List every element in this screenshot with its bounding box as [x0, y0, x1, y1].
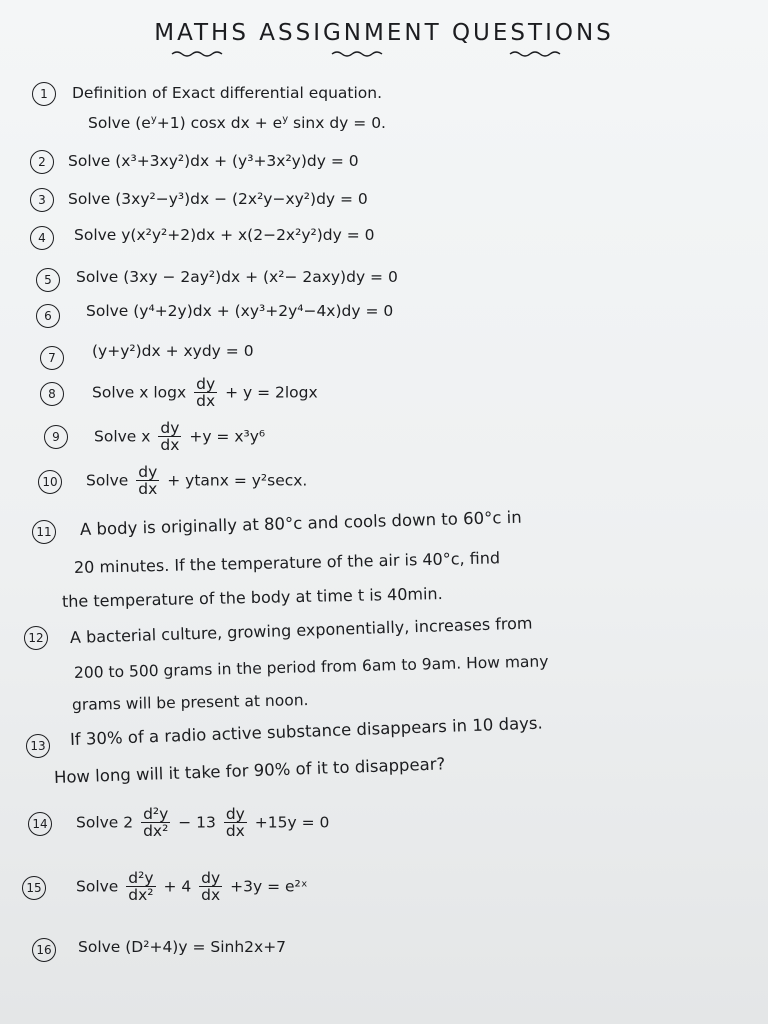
question-number: 14 [28, 812, 52, 836]
question-number: 15 [22, 876, 46, 900]
derivative-fraction: $\frac{dy}{dx}$ [201, 869, 221, 905]
derivative-fraction: $\frac{dy}{dx}$ [160, 419, 180, 455]
question-number: 7 [40, 346, 64, 370]
question-number: 9 [44, 425, 68, 449]
q9-text: Solve x $\frac{dy}{dx}$ +y = x³y⁶ [94, 419, 266, 455]
question-number: 1 [32, 82, 56, 106]
question-number: 10 [38, 470, 62, 494]
q14-text: Solve 2 $\frac{\text{d²y}}{\text{dx²}}$ − 13 $\frac{dy}{dx}$ +15y = 0 [76, 805, 330, 841]
q15-text: Solve $\frac{\text{d²y}}{\text{dx²}}$ + 4 $\frac{dy}{dx}$ +3y = e²ˣ [76, 869, 308, 905]
q10-text: Solve $\frac{dy}{dx}$ + ytanx = y²secx. [86, 463, 308, 499]
q11-line3: the temperature of the body at time t is 40min. [61, 584, 443, 611]
q12-line1: A bacterial culture, growing exponentially, increases from [69, 613, 533, 647]
q11-line1: A body is originally at 80°c and cools down to 60°c in [79, 507, 522, 539]
q2-text: Solve (x³+3xy²)dx + (y³+3x²y)dy = 0 [68, 152, 359, 170]
q1-line1: Definition of Exact differential equation. [72, 84, 383, 102]
q13-line1: If 30% of a radio active substance disappears in 10 days. [69, 713, 544, 749]
q11-line2: 20 minutes. If the temperature of the air is 40°c, find [73, 548, 501, 577]
question-number: 2 [30, 150, 54, 174]
q1-line2: Solve $(e^y+1)$ cosx dx + $e^y$ sinx dy = 0. [88, 114, 386, 133]
title-underline-right [508, 50, 568, 58]
question-number: 13 [26, 734, 50, 758]
derivative-fraction: $\frac{dy}{dx}$ [138, 463, 158, 499]
title-underline-mid [330, 50, 390, 58]
title-underline-left [170, 50, 230, 58]
question-number: 16 [32, 938, 56, 962]
q12-line3: grams will be present at noon. [71, 691, 309, 714]
derivative-fraction: $\frac{dy}{dx}$ [225, 805, 245, 841]
question-number: 6 [36, 304, 60, 328]
q4-text: Solve y(x²y²+2)dx + x(2−2x²y²)dy = 0 [74, 226, 375, 244]
q6-text: Solve (y⁴+2y)dx + (xy³+2y⁴−4x)dy = 0 [86, 302, 394, 320]
question-number: 3 [30, 188, 54, 212]
second-derivative-fraction: $\frac{\text{d²y}}{\text{dx²}}$ [143, 805, 169, 841]
q7-text: (y+y²)dx + xydy = 0 [92, 342, 254, 360]
question-number: 11 [32, 520, 56, 544]
question-number: 4 [30, 226, 54, 250]
page-title: MATHS ASSIGNMENT QUESTIONS [154, 20, 614, 46]
q5-text: Solve (3xy − 2ay²)dx + (x²− 2axy)dy = 0 [76, 268, 398, 286]
second-derivative-fraction: $\frac{\text{d²y}}{\text{dx²}}$ [128, 869, 154, 905]
q13-line2: How long will it take for 90% of it to disappear? [53, 754, 446, 787]
question-number: 8 [40, 382, 64, 406]
question-number: 12 [24, 626, 48, 650]
q3-text: Solve (3xy²−y³)dx − (2x²y−xy²)dy = 0 [68, 190, 368, 208]
q8-text: Solve x logx $\frac{dy}{dx}$ + y = 2logx [92, 375, 318, 411]
q12-line2: 200 to 500 grams in the period from 6am to 9am. How many [73, 652, 549, 682]
q16-text: Solve (D²+4)y = Sinh2x+7 [78, 938, 287, 956]
question-number: 5 [36, 268, 60, 292]
derivative-fraction: $\frac{dy}{dx}$ [196, 375, 216, 411]
